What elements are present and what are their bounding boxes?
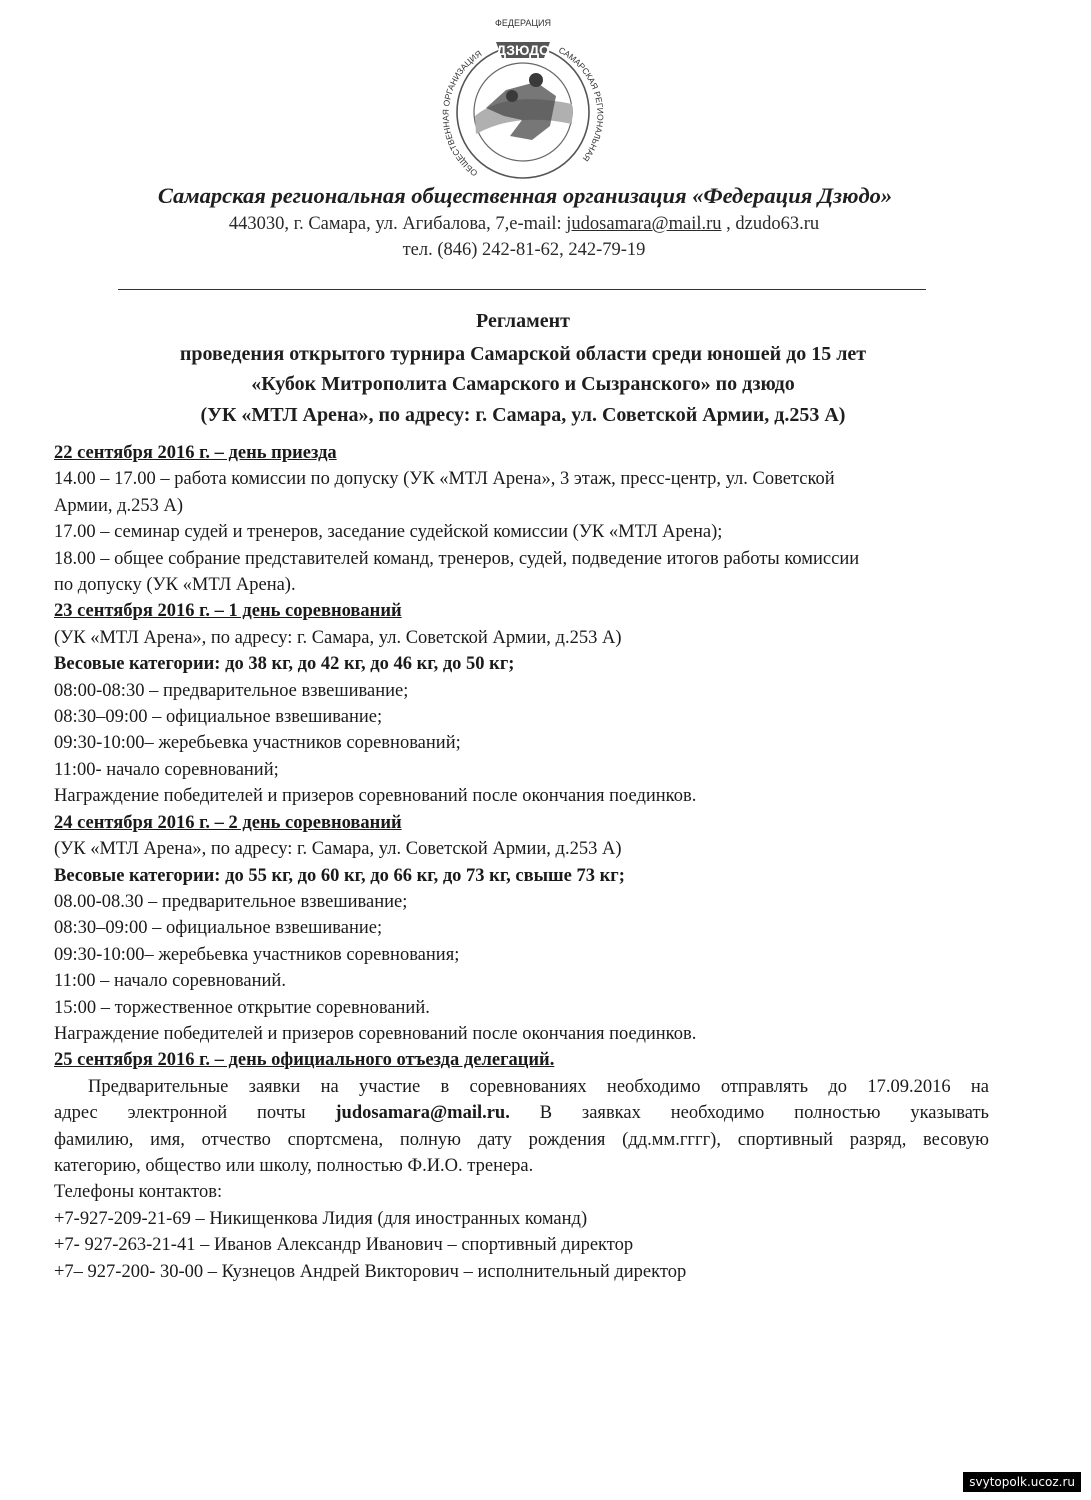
schedule-item: по допуску (УК «МТЛ Арена). (54, 575, 296, 596)
schedule-item: 11:00 – начало соревнований. (54, 971, 286, 992)
contacts-label: Телефоны контактов: (54, 1182, 223, 1203)
schedule-item: Награждение победителей и призеров соревнований после окончания поединков. (54, 786, 697, 807)
weight-categories: Весовые категории: до 55 кг, до 60 кг, до 66 кг, до 73 кг, свыше 73 кг; (54, 865, 625, 886)
applications-line: категорию, общество или школу, полностью Ф.И.О. тренера. (54, 1155, 534, 1176)
day-heading: 23 сентября 2016 г. – 1 день соревнований (54, 601, 402, 622)
organization-address (0, 214, 1048, 235)
title-line-3: «Кубок Митрополита Самарского и Сызранского» по дзюдо (251, 373, 795, 395)
contact-item: +7- 927-263-21-41 – Иванов Александр Иванович – спортивный директор (54, 1235, 634, 1256)
venue-line: (УК «МТЛ Арена», по адресу: г. Самара, ул. Советской Армии, д.253 А) (54, 627, 622, 648)
applications-text: В заявках необходимо полностью указывать (509, 1103, 989, 1124)
email-link[interactable]: judosamara@mail.ru (566, 214, 722, 234)
address-prefix: 443030, г. Самара, ул. Агибалова, 7,e-mail: (228, 214, 567, 234)
schedule-item: 11:00- начало соревнований; (54, 759, 279, 780)
organization-name: Самарская региональная общественная организация «Федерация Дзюдо» (157, 183, 893, 208)
schedule-item: 14.00 – 17.00 – работа комиссии по допуску (УК «МТЛ Арена», 3 этаж, пресс-центр, ул. Советской (54, 469, 835, 490)
weight-categories: Весовые категории: до 38 кг, до 42 кг, до 46 кг, до 50 кг; (54, 654, 515, 675)
schedule-item: 08.00-08.30 – предварительное взвешивание; (54, 891, 408, 912)
schedule-item: 17.00 – семинар судей и тренеров, заседание судейской комиссии (УК «МТЛ Арена); (54, 522, 723, 543)
document-title: Регламент (476, 310, 570, 332)
schedule-item: 15:00 – торжественное открытие соревнований. (54, 997, 430, 1018)
address-suffix: , dzudo63.ru (721, 214, 820, 234)
applications-text: адрес электронной почты (54, 1103, 336, 1124)
applications-line (54, 1100, 989, 1126)
logo-right-arc-text: САМАРСКАЯ РЕГИОНАЛЬНАЯ (557, 44, 606, 164)
schedule-item: Армии, д.253 А) (54, 495, 184, 516)
schedule-item: 18.00 – общее собрание представителей команд, тренеров, судей, подведение итогов работы комиссии (54, 548, 860, 569)
logo-left-arc-text: ОБЩЕСТВЕННАЯ ОРГАНИЗАЦИЯ (440, 48, 484, 179)
contact-item: +7– 927-200- 30-00 – Кузнецов Андрей Викторович – исполнительный директор (54, 1261, 687, 1282)
day-heading: 24 сентября 2016 г. – 2 день соревнований (54, 812, 402, 833)
federation-logo (426, 12, 620, 182)
schedule-item: Награждение победителей и призеров соревнований после окончания поединков. (54, 1023, 697, 1044)
organization-phones: тел. (846) 242-81-62, 242-79-19 (402, 240, 646, 260)
applications-line: Предварительные заявки на участие в соревнованиях необходимо отправлять до 17.09.2016 на (88, 1076, 989, 1097)
applications-line: фамилию, имя, отчество спортсмена, полную дату рождения (дд.мм.гггг), спортивный разряд, весовую (54, 1129, 989, 1150)
title-line-4: (УК «МТЛ Арена», по адресу: г. Самара, ул. Советской Армии, д.253 А) (200, 404, 846, 426)
schedule-item: 08:30–09:00 – официальное взвешивание; (54, 707, 383, 728)
day-heading: 25 сентября 2016 г. – день официального отъезда делегаций. (54, 1050, 555, 1071)
source-watermark: svytopolk.ucoz.ru (963, 1472, 1081, 1492)
logo-main-text: ДЗЮДО (496, 42, 550, 58)
schedule-item: 09:30-10:00– жеребьевка участников соревнований; (54, 733, 461, 754)
applications-email[interactable]: judosamara@mail.ru. (335, 1103, 510, 1124)
contact-item: +7-927-209-21-69 – Никищенкова Лидия (для иностранных команд) (54, 1208, 588, 1229)
day-heading: 22 сентября 2016 г. – день приезда (54, 443, 337, 463)
document-body (54, 440, 989, 1285)
venue-line: (УК «МТЛ Арена», по адресу: г. Самара, ул. Советской Армии, д.253 А) (54, 839, 622, 860)
schedule-item: 08:30–09:00 – официальное взвешивание; (54, 918, 383, 939)
schedule-item: 09:30-10:00– жеребьевка участников соревнования; (54, 944, 460, 965)
header-divider (118, 289, 926, 290)
schedule-item: 08:00-08:30 – предварительное взвешивание; (54, 680, 409, 701)
logo-top-text: ФЕДЕРАЦИЯ (495, 18, 551, 28)
title-line-2: проведения открытого турнира Самарской области среди юношей до 15 лет (179, 343, 867, 365)
